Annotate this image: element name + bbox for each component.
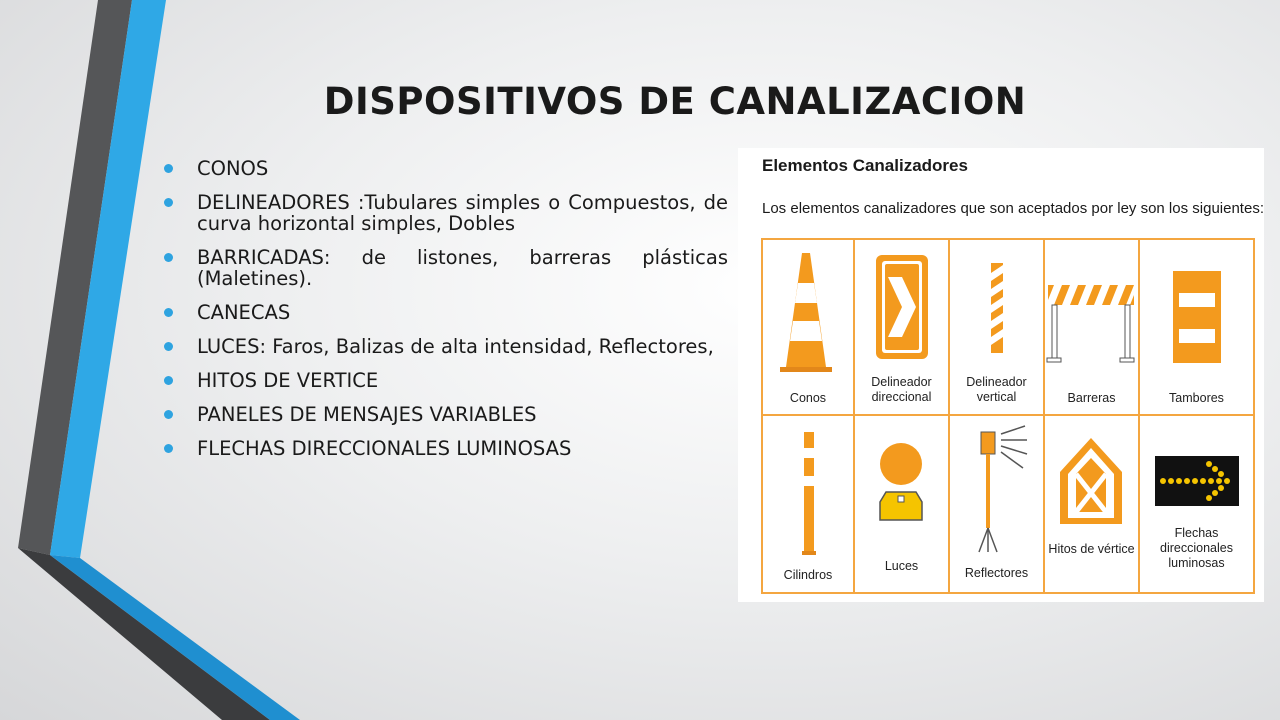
bullet-item	[160, 158, 728, 179]
grid-cell-delineador-vertical	[949, 239, 1044, 415]
directional-delineator-icon	[854, 239, 949, 369]
bullet-text: FLECHAS DIRECCIONALES LUMINOSAS	[197, 437, 572, 460]
bullet-text: HITOS DE VERTICE	[197, 369, 379, 392]
cell-label: Flechas direccionales luminosas	[1160, 526, 1233, 570]
elements-grid	[761, 238, 1255, 594]
cone-icon	[762, 239, 854, 379]
warning-light-icon	[854, 416, 949, 546]
cell-label: Conos	[789, 391, 827, 405]
grid-cell-reflectores	[949, 416, 1044, 593]
bullet-text: CANECAS	[197, 301, 291, 324]
bullet-dot	[164, 164, 173, 173]
channelizing-elements-figure	[738, 148, 1264, 602]
grid-cell-conos	[762, 239, 854, 415]
cell-label: Delineador direccional	[871, 375, 932, 404]
grid-cell-barreras	[1044, 239, 1139, 415]
grid-cell-delineador-direccional	[854, 239, 949, 415]
bullet-item	[160, 404, 728, 425]
bullet-item	[160, 370, 728, 391]
cell-label: Barreras	[1067, 391, 1116, 405]
bullet-text: PANELES DE MENSAJES VARIABLES	[197, 403, 537, 426]
bullet-item	[160, 336, 728, 357]
cell-label: Reflectores	[964, 566, 1029, 580]
bullet-item	[160, 438, 728, 459]
bullet-dot	[164, 253, 173, 262]
cell-label: Delineador vertical	[966, 375, 1027, 404]
bullet-dot	[164, 410, 173, 419]
bullet-dot	[164, 342, 173, 351]
grid-cell-flechas-direccionales	[1139, 416, 1254, 593]
grid-cell-hitos-de-vertice	[1044, 416, 1139, 593]
grid-cell-luces	[854, 416, 949, 593]
cell-label: Cilindros	[783, 568, 833, 582]
bullet-item	[160, 247, 728, 289]
bullet-dot	[164, 308, 173, 317]
floodlight-icon	[949, 416, 1044, 556]
drum-icon	[1139, 239, 1254, 369]
grid-cell-cilindros	[762, 416, 854, 593]
cell-label: Luces	[884, 559, 919, 573]
cylinder-icon	[762, 416, 854, 561]
cell-label: Tambores	[1169, 391, 1224, 405]
arrow-board-icon	[1139, 416, 1254, 536]
barrier-icon	[1044, 239, 1139, 369]
figure-subtitle: Los elementos canalizadores que son aceptados por ley son los siguientes:	[762, 200, 1264, 217]
bullet-text: DELINEADORES :Tubulares simples o Compuestos, de curva horizontal simples, Dobles	[197, 191, 728, 235]
slide-title: DISPOSITIVOS DE CANALIZACION	[323, 80, 1027, 123]
vertical-delineator-icon	[949, 239, 1044, 369]
bullet-text: CONOS	[197, 157, 269, 180]
bullet-item	[160, 192, 728, 234]
bullet-dot	[164, 444, 173, 453]
grid-cell-tambores	[1139, 239, 1254, 415]
bullet-item	[160, 302, 728, 323]
bullet-dot	[164, 376, 173, 385]
bullet-list	[160, 158, 728, 472]
bullet-dot	[164, 198, 173, 207]
figure-title: Elementos Canalizadores	[762, 156, 968, 175]
bullet-text: BARRICADAS: de listones, barreras plásticas (Maletines).	[197, 246, 728, 290]
vertex-marker-icon	[1044, 416, 1139, 546]
bullet-text: LUCES: Faros, Balizas de alta intensidad, Reflectores,	[197, 335, 714, 358]
cell-label: Hitos de vértice	[1048, 542, 1135, 556]
